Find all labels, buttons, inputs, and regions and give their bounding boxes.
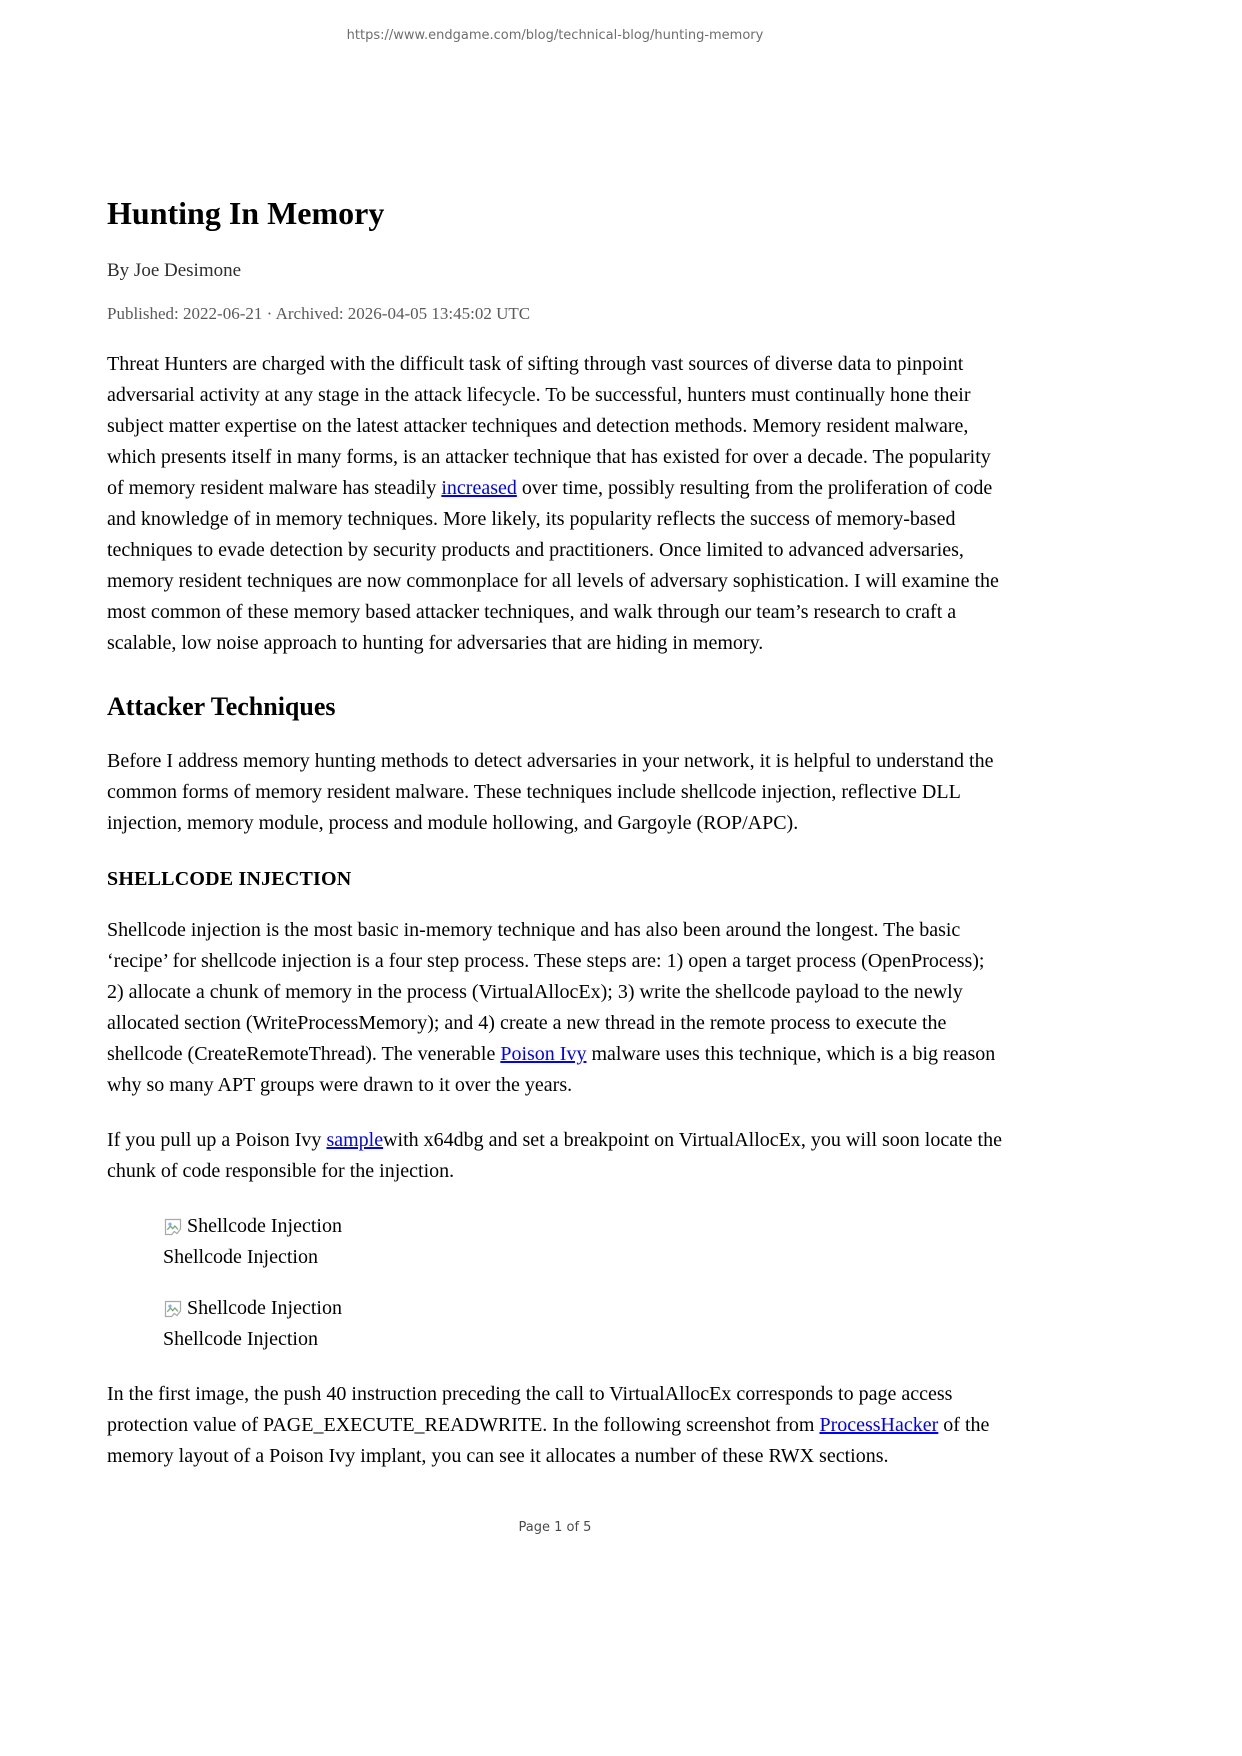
processhacker-link[interactable]: ProcessHacker [819, 1414, 939, 1436]
shellcode-injection-heading: SHELLCODE INJECTION [107, 868, 352, 890]
sample-link[interactable]: sample [326, 1129, 384, 1151]
figure-caption: Shellcode Injection [163, 1328, 318, 1350]
first-image-paragraph: In the first image, the push 40 instruction preceding the call to VirtualAllocEx corresponds to page access protection value of PAGE_EXECUTE_READWRITE. In the following screenshot from ProcessHacker of the memory layout of a Poison Ivy implant, you can see it allocates a number of these RWX sections. [107, 1383, 990, 1467]
shellcode-injection-figure-1 [163, 1211, 1003, 1273]
poison-ivy-link[interactable]: Poison Ivy [500, 1043, 587, 1065]
shellcode-description-paragraph: Shellcode injection is the most basic in-memory technique and has also been around the longest. The basic ‘recipe’ for shellcode injection is a four step process. These steps are: 1) open a target process (OpenProcess); 2) allocate a chunk of memory in the process (VirtualAllocEx); 3) write the shellcode payload to the newly allocated section (WriteProcessMemory); and 4) create a new thread in the remote process to execute the shellcode (CreateRemoteThread). The venerable Poison Ivy malware uses this technique, which is a big reason why so many APT groups were drawn to it over the years. [107, 919, 996, 1096]
publish-meta: Published: 2022-06-21 · Archived: 2026-04-05 13:45:02 UTC [107, 304, 531, 323]
attacker-techniques-heading: Attacker Techniques [107, 692, 336, 721]
techniques-overview-paragraph: Before I address memory hunting methods to detect adversaries in your network, it is helpful to understand the common forms of memory resident malware. These techniques include shellcode injection, reflective DLL injection, memory module, process and module hollowing, and Gargoyle (ROP/APC). [107, 750, 994, 834]
increased-link[interactable]: increased [441, 477, 517, 499]
sample-paragraph: If you pull up a Poison Ivy samplewith x64dbg and set a breakpoint on VirtualAllocEx, you will soon locate the chunk of code responsible for the injection. [107, 1129, 1002, 1182]
broken-image-placeholder [163, 1293, 1003, 1324]
content-column [107, 0, 1003, 1472]
source-url: https://www.endgame.com/blog/technical-blog/hunting-memory [346, 28, 764, 43]
image-alt-text: Shellcode Injection [187, 1215, 342, 1237]
shellcode-injection-figure-2 [163, 1293, 1003, 1355]
broken-image-icon [163, 1299, 183, 1319]
broken-image-placeholder [163, 1211, 1003, 1242]
article-body [107, 349, 1003, 1472]
figure-caption: Shellcode Injection [163, 1246, 318, 1268]
page-number: Page 1 of 5 [518, 1520, 592, 1535]
byline: By Joe Desimone [107, 260, 242, 281]
image-alt-text: Shellcode Injection [187, 1297, 342, 1319]
broken-image-icon [163, 1217, 183, 1237]
page-title: Hunting In Memory [107, 195, 385, 231]
intro-paragraph: Threat Hunters are charged with the difficult task of sifting through vast sources of diverse data to pinpoint adversarial activity at any stage in the attack lifecycle. To be successful, hunters must continually hone their subject matter expertise on the latest attacker techniques and detection methods. Memory resident malware, which presents itself in many forms, is an attacker technique that has existed for over a decade. The popularity of memory resident malware has steadily increased over time, possibly resulting from the proliferation of code and knowledge of in memory techniques. More likely, its popularity reflects the success of memory-based techniques to evade detection by security products and practitioners. Once limited to advanced adversaries, memory resident techniques are now commonplace for all levels of adversary sophistication. I will examine the most common of these memory based attacker techniques, and walk through our team’s research to craft a scalable, low noise approach to hunting for adversaries that are hiding in memory. [107, 353, 999, 654]
